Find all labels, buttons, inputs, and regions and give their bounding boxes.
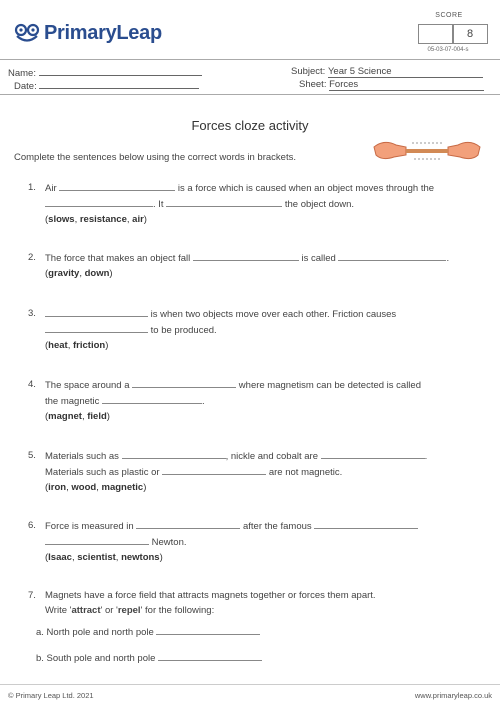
name-field[interactable]: Name:	[8, 66, 202, 79]
copyright: © Primary Leap Ltd. 2021	[8, 691, 94, 700]
answer-blank[interactable]	[45, 322, 148, 333]
answer-blank[interactable]	[314, 518, 418, 529]
answer-blank[interactable]	[338, 250, 446, 261]
question-5: 5. Materials such as , nickle and cobalt are . Materials such as plastic or are not magnetic. (iron, wood, magnetic)	[28, 450, 428, 493]
brand-logo	[14, 22, 162, 45]
question-7a: a. North pole and north pole	[36, 624, 336, 640]
answer-blank[interactable]	[45, 534, 149, 545]
score-entry-box[interactable]	[418, 24, 454, 44]
score-value: 8	[452, 24, 488, 44]
question-7: 7. Magnets have a force field that attracts magnets together or forces them apart. Write 'attract' or 'repel' for the following:	[28, 590, 376, 616]
answer-blank[interactable]	[166, 196, 282, 207]
sheet-field: Sheet: Forces	[299, 79, 484, 91]
answer-blank[interactable]	[156, 624, 260, 635]
footer-rule	[0, 684, 500, 685]
question-4: 4. The space around a where magnetism can be detected is called the magnetic . (magnet, field)	[28, 379, 421, 422]
header-rule-top	[0, 59, 500, 60]
question-1: 1. Air is a force which is caused when an object moves through the . It the object down. (slows, resistance, air)	[28, 182, 435, 225]
subject-field: Subject: Year 5 Science	[291, 66, 483, 78]
answer-blank[interactable]	[45, 306, 148, 317]
answer-blank[interactable]	[136, 518, 240, 529]
word-hint: (slows, resistance, air)	[45, 214, 147, 225]
website-link[interactable]: www.primaryleap.co.uk	[414, 691, 492, 700]
frog-icon	[14, 23, 40, 45]
answer-blank[interactable]	[193, 250, 299, 261]
answer-blank[interactable]	[122, 448, 226, 459]
brand-name: PrimaryLeap	[44, 22, 162, 44]
sheet-code: 05-03-07-004-s	[427, 47, 469, 53]
magnets-illustration	[372, 133, 482, 167]
answer-blank[interactable]	[132, 377, 236, 388]
word-hint: (iron, wood, magnetic)	[45, 482, 147, 493]
page-title: Forces cloze activity	[191, 118, 309, 133]
score-label: SCORE	[435, 12, 463, 19]
word-hint: (Isaac, scientist, newtons)	[45, 552, 163, 563]
word-hint: (heat, friction)	[45, 340, 109, 351]
question-3: 3. is when two objects move over each other. Friction causes to be produced. (heat, friction)	[28, 308, 397, 351]
question-2: 2. The force that makes an object fall is called . (gravity, down)	[28, 252, 450, 279]
word-hint: (gravity, down)	[45, 268, 113, 279]
word-hint: (magnet, field)	[45, 411, 110, 422]
answer-blank[interactable]	[59, 180, 175, 191]
instructions: Complete the sentences below using the correct words in brackets.	[14, 152, 296, 163]
answer-blank[interactable]	[158, 650, 262, 661]
question-7b: b. South pole and north pole	[36, 650, 336, 666]
date-field[interactable]: Date:	[14, 79, 199, 92]
answer-blank[interactable]	[321, 448, 425, 459]
answer-blank[interactable]	[162, 464, 266, 475]
answer-blank[interactable]	[45, 196, 153, 207]
question-6: 6. Force is measured in after the famous Newton. (Isaac, scientist, newtons)	[28, 518, 488, 564]
answer-blank[interactable]	[102, 393, 202, 404]
header-rule-bottom	[0, 94, 500, 95]
